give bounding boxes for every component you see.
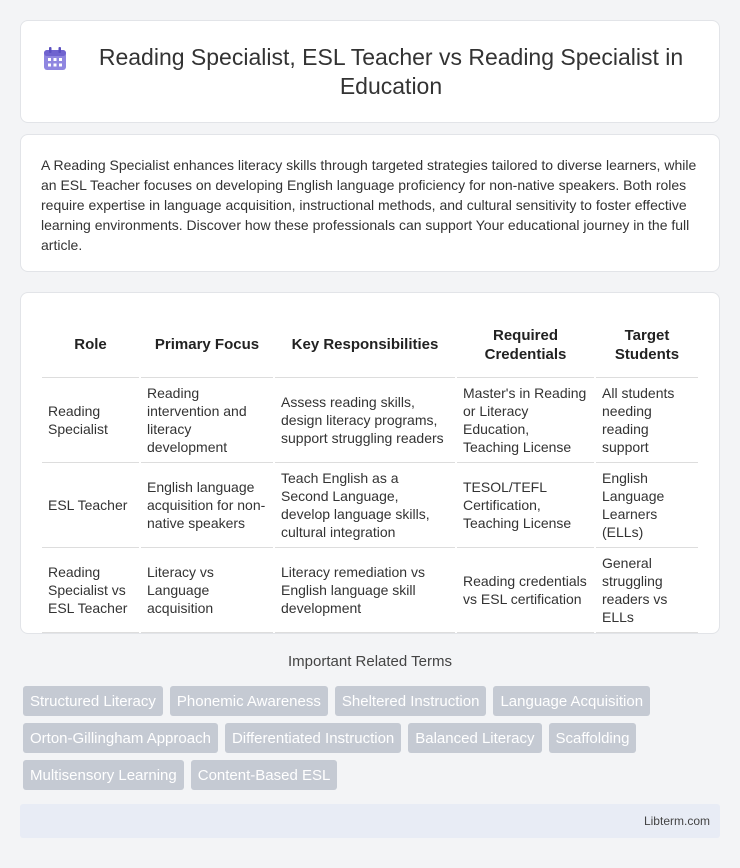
table-cell: Reading Specialist (42, 377, 140, 462)
table-cell: General struggling readers vs ELLs (595, 547, 698, 632)
column-header: Target Students (595, 313, 698, 377)
column-header: Required Credentials (456, 313, 595, 377)
related-term-tag[interactable]: Language Acquisition (493, 686, 650, 716)
table-row (42, 377, 698, 462)
table-cell: Literacy remediation vs English language skill development (274, 547, 456, 632)
related-term-tag[interactable]: Content-Based ESL (191, 760, 338, 790)
page-title: Reading Specialist, ESL Teacher vs Reading Specialist in Education (98, 44, 684, 99)
table-row (42, 547, 698, 632)
related-term-tag[interactable]: Multisensory Learning (23, 760, 184, 790)
table-cell: Master's in Reading or Literacy Education, Teaching License (456, 377, 595, 462)
related-term-tag[interactable]: Phonemic Awareness (170, 686, 328, 716)
table-row (42, 462, 698, 547)
title-card (20, 20, 720, 123)
related-term-tag[interactable]: Orton-Gillingham Approach (23, 723, 218, 753)
related-terms-list (23, 686, 713, 797)
related-term-tag[interactable]: Balanced Literacy (408, 723, 541, 753)
calendar-icon (41, 45, 69, 73)
related-terms-heading: Important Related Terms (288, 653, 452, 670)
table-cell: Literacy vs Language acquisition (140, 547, 274, 632)
table-cell: Teach English as a Second Language, develop language skills, cultural integration (274, 462, 456, 547)
footer-site-link[interactable]: Libterm.com (643, 814, 710, 828)
related-term-tag[interactable]: Structured Literacy (23, 686, 163, 716)
table-cell: English Language Learners (ELLs) (595, 462, 698, 547)
footer (20, 804, 720, 838)
table-header-row (42, 313, 698, 377)
table-cell: Assess reading skills, design literacy programs, support struggling readers (274, 377, 456, 462)
comparison-table (42, 313, 698, 633)
table-cell: English language acquisition for non-native speakers (140, 462, 274, 547)
related-term-tag[interactable]: Differentiated Instruction (225, 723, 401, 753)
column-header: Key Responsibilities (274, 313, 456, 377)
column-header: Primary Focus (140, 313, 274, 377)
summary-card (20, 134, 720, 272)
related-term-tag[interactable]: Scaffolding (549, 723, 637, 753)
summary-text: A Reading Specialist enhances literacy skills through targeted strategies tailored to diverse learners, while an ESL Teacher focuses on developing English language proficiency for non-native speakers. Both roles require expertise in language acquisition, instructional methods, and cultural sensitivity to foster effective learning environments. Discover how these professionals can support Your educational journey in the full article. (41, 157, 697, 253)
table-cell: Reading intervention and literacy development (140, 377, 274, 462)
table-cell: Reading credentials vs ESL certification (456, 547, 595, 632)
table-cell: All students needing reading support (595, 377, 698, 462)
comparison-table-card (20, 292, 720, 634)
table-cell: ESL Teacher (42, 462, 140, 547)
table-cell: TESOL/TEFL Certification, Teaching License (456, 462, 595, 547)
column-header: Role (42, 313, 140, 377)
table-cell: Reading Specialist vs ESL Teacher (42, 547, 140, 632)
related-term-tag[interactable]: Sheltered Instruction (335, 686, 487, 716)
